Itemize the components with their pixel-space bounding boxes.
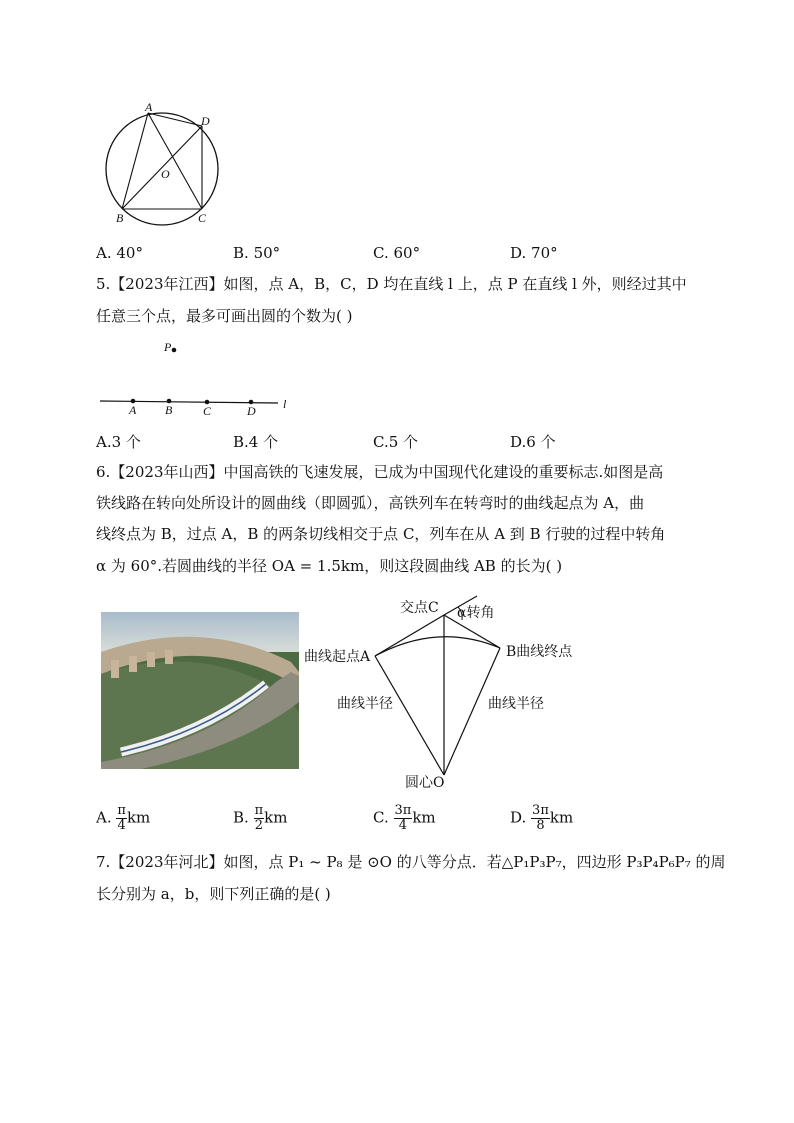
q6-turn-angle-label: α转角 bbox=[457, 605, 495, 621]
q6-option-a[interactable]: A. $\frac{\pi}{4}$ km bbox=[96, 803, 151, 833]
q6-option-d-fraction: $\frac{3\pi}{8}$ bbox=[532, 803, 549, 833]
q5-label-b: B bbox=[165, 403, 173, 417]
q4-label-a: A bbox=[145, 100, 153, 114]
q6-stem-line4: α 为 60°.若圆曲线的半径 OA = 1.5km，则这段圆曲线 AB 的长为( ) bbox=[96, 557, 563, 575]
q6-option-a-fraction: $\frac{\pi}{4}$ bbox=[117, 803, 126, 833]
q5-option-d[interactable]: D.6 个 bbox=[510, 433, 556, 451]
q4-label-o: O bbox=[161, 167, 170, 181]
q6-stem-line3: 线终点为 B，过点 A，B 的两条切线相交于点 C，列车在从 A 到 B 行驶的过程中转角 bbox=[96, 525, 666, 543]
q5-label-p: P bbox=[164, 340, 172, 354]
q6-stem-line1: 6.【2023年山西】中国高铁的飞速发展，已成为中国现代化建设的重要标志.如图是高 bbox=[96, 463, 664, 481]
q5-stem-line2: 任意三个点，最多可画出圆的个数为( ) bbox=[96, 307, 353, 325]
q4-label-b: B bbox=[116, 211, 124, 225]
q6-start-label: 曲线起点A bbox=[304, 649, 371, 665]
q4-option-a[interactable]: A. 40° bbox=[96, 244, 143, 262]
q6-intersection-label: 交点C bbox=[400, 600, 439, 616]
q6-option-c[interactable]: C. $\frac{3\pi}{4}$ km bbox=[373, 803, 436, 833]
q5-option-a[interactable]: A.3 个 bbox=[96, 433, 141, 451]
q6-radius-left-label: 曲线半径 bbox=[337, 696, 393, 712]
q5-option-b[interactable]: B.4 个 bbox=[233, 433, 279, 451]
q6-option-c-fraction: $\frac{3\pi}{4}$ bbox=[394, 803, 412, 833]
q6-stem-line2: 铁线路在转向处所设计的圆曲线（即圆弧），高铁列车在转弯时的曲线起点为 A，曲 bbox=[96, 494, 645, 512]
q7-stem-line1: 7.【2023年河北】如图，点 P₁ ~ P₈ 是 ⊙O 的八等分点．若△P₁P₃P₇，四边形 P₃P₄P₆P₇ 的周 bbox=[96, 853, 726, 871]
q4-option-c[interactable]: C. 60° bbox=[373, 244, 421, 262]
q5-option-c[interactable]: C.5 个 bbox=[373, 433, 419, 451]
q4-label-d: D bbox=[201, 114, 210, 128]
q6-center-label: 圆心O bbox=[405, 775, 445, 791]
q6-option-b-fraction: $\frac{\pi}{2}$ bbox=[254, 803, 264, 833]
q5-label-l: l bbox=[283, 397, 287, 411]
q4-option-d[interactable]: D. 70° bbox=[510, 244, 558, 262]
q6-radius-right-label: 曲线半径 bbox=[488, 696, 544, 712]
q4-label-c: C bbox=[198, 211, 207, 225]
q5-label-d: D bbox=[247, 404, 256, 418]
q6-option-b[interactable]: B. $\frac{\pi}{2}$ km bbox=[233, 803, 288, 833]
q6-option-d[interactable]: D. $\frac{3\pi}{8}$ km bbox=[510, 803, 574, 833]
q5-label-a: A bbox=[129, 403, 137, 417]
q6-train-photo bbox=[101, 612, 299, 769]
q6-curve-diagram bbox=[300, 590, 600, 795]
q6-end-label: B曲线终点 bbox=[506, 644, 573, 660]
q5-line-figure bbox=[98, 340, 298, 420]
q7-stem-line2: 长分别为 a，b，则下列正确的是( ) bbox=[96, 885, 331, 903]
q5-stem-line1: 5.【2023年江西】如图，点 A，B，C，D 均在直线 l 上，点 P 在直线 l 外，则经过其中 bbox=[96, 275, 687, 293]
q4-option-b[interactable]: B. 50° bbox=[233, 244, 281, 262]
q5-label-c: C bbox=[203, 404, 212, 418]
